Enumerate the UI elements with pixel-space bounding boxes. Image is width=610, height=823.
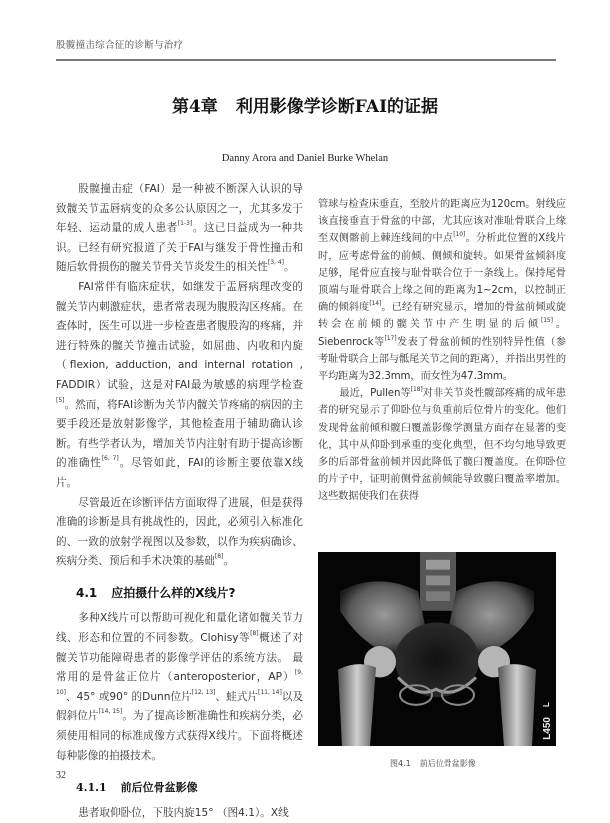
citation[interactable]: [8] [250, 630, 259, 638]
citation[interactable]: [15] [540, 317, 553, 325]
paragraph: 尽管最近在诊断评估方面取得了进展，但是获得准确的诊断是具有挑战性的，因此，必须引入标准化的、一致的放射学视图以及参数，以作为疾病确诊、疾病分类、预后和手术决策的基础[8]。 [56, 496, 303, 568]
xray-side-marker: L [542, 702, 552, 707]
paragraph: FAI常伴有临床症状，如继发于盂唇病理改变的髋关节内刺激症状，患者常表现为腹股沟区疼痛。在查体时，医生可以进一步检查患者腹股沟的疼痛，并进行特殊的髋关节撞击试验，如屈曲、内收和内旋（flexion, adduction, and internal rotation , FADDIR）试验，这是对FAI最为敏感的病理学检查[5]。然而，将FAI诊断为关节内髋关节疼痛的病因的主要手段还是放射影像学，其他检查用于辅助确认诊断。有些学者认为，增加关节内注射有助于提高诊断的准确性[6, 7]。尽管如此，FAI的诊断主要依靠X线片。 [56, 280, 304, 489]
citation[interactable]: [17] [384, 334, 397, 342]
figure-number: 图4.1 [390, 759, 411, 768]
citation[interactable]: [14] [369, 300, 382, 308]
running-head: 股髋撞击综合征的诊断与治疗 [56, 40, 184, 51]
citation[interactable]: [5] [56, 396, 65, 404]
citation[interactable]: [8] [214, 553, 224, 561]
section-heading-4-1-1: 4.1.1 前后位骨盆影像 [76, 781, 198, 795]
paragraph: 管球与检查床垂直，至胶片的距离应为120cm。射线应该直接垂直于骨盆的中部，尤其应该对准耻骨联合上缘至双侧髂前上棘连线间的中点[10]。分析此位置的X线片时，应考虑骨盆的前倾、侧倾和旋转。如果骨盆倾斜度足够，尾骨应直接与耻骨联合位于一条线上。保持尾骨顶端与耻骨联合上缘之间的距离为1~2cm，以控制正确的倾斜度[14]。已经有研究显示，增加的骨盆前倾或旋转会在前倾的髋关节中产生明显的后倾[15]。Siebenrock等[17]发表了骨盆前倾的性别特异性值（参考耻骨联合上部与骶尾关节之间的距离），并指出男性的平均距离为32.3mm，而女性为47.3mm。 [318, 199, 567, 383]
paragraph: 多种X线片可以帮助可视化和量化诸如髋关节力线、形态和位置的不同参数。Clohisy等[8]概述了对髋关节功能障碍患者的影像学评估的系统方法。 最常用的是骨盆正位片（anteroposterior，AP）[9, 10]、45° 或90° 的Dunn位片[12, 13]、蛙式片[11, 14]以及假斜位片[14, 15]。为了提高诊断准确性和疾病分类，必须使用相同的标准成像方式获得X线片。下面将概述每种影像的拍摄技术。 [56, 612, 304, 762]
paragraph: 股髋撞击症（FAI）是一种被不断深入认识的导致髋关节盂唇病变的众多公认原因之一，尤其多发于年轻、运动量的成人患者[1-3]。这已日益成为一种共识。已经有研究报道了关于FAI与继发于骨性撞击和随后软骨损伤的髋关节骨关节炎发生的相关性[3, 4]。 [56, 183, 304, 274]
xray-id-marker: L450 [542, 717, 553, 740]
section-heading-4-1: 4.1 应拍摄什么样的X线片? [76, 585, 236, 600]
paragraph: 最近，Pullen等[18]对非关节炎性髋部疼痛的成年患者的研究显示了仰卧位与负重前后位骨片的变化。他们发现骨盆前倾和髋臼覆盖影像学测量方面存在显著的变化，其中从仰卧到承重的变化典型，但不均匀地导致更多的后部骨盆前倾并因此降低了髋臼覆盖度。在仰卧位的片子中，证明前侧骨盆前倾能导致髋臼覆盖率增加。这些数据使我们在获得 [318, 386, 566, 503]
page-number: 32 [56, 770, 66, 781]
citation[interactable]: [11, 14] [258, 688, 282, 696]
citation[interactable]: [9, 10] [56, 669, 303, 696]
figure-caption-text: 前后位骨盆影像 [419, 759, 476, 768]
citation[interactable]: [12, 13] [191, 688, 216, 696]
chapter-title-text: 利用影像学诊断FAI的证据 [235, 97, 439, 117]
chapter-number: 第4章 [171, 97, 218, 117]
figure-caption [390, 758, 476, 769]
paragraph: 患者取仰卧位，下肢内旋15° （图4.1）。X线 [78, 806, 289, 819]
figure-pelvis-xray [318, 552, 556, 746]
right-column [318, 196, 566, 506]
left-column [56, 180, 303, 823]
citation[interactable]: [3, 4] [267, 259, 285, 267]
pelvis-xray-image [318, 552, 556, 746]
citation[interactable]: [18] [410, 386, 423, 394]
citation[interactable]: [1-3] [177, 220, 193, 228]
header-rule [56, 59, 556, 61]
citation[interactable]: [10] [453, 231, 466, 239]
chapter-title [0, 92, 610, 117]
citation[interactable]: [6, 7] [101, 455, 119, 463]
citation[interactable]: [14, 15] [98, 708, 123, 716]
chapter-authors: Danny Arora and Daniel Burke Whelan [221, 153, 389, 164]
